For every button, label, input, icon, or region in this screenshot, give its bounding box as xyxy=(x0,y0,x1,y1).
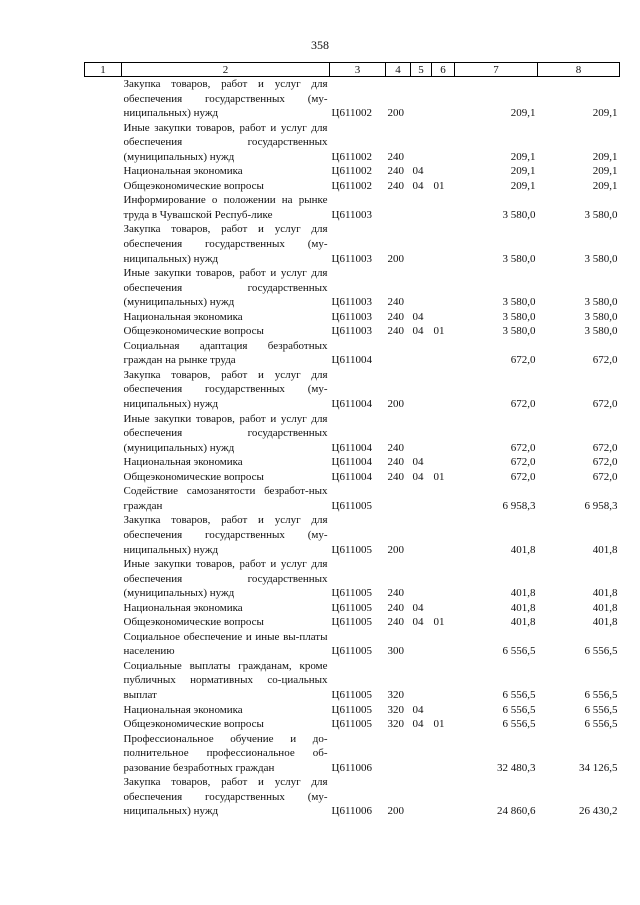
table-row xyxy=(85,557,620,601)
cell-blank xyxy=(85,310,122,325)
subsection-code xyxy=(432,77,455,121)
item-name: Общеэкономические вопросы xyxy=(123,325,264,338)
table-row xyxy=(85,703,620,718)
target-article-code: Ц611003 xyxy=(331,252,373,265)
amount-col-8: 34 126,5 xyxy=(579,761,618,774)
target-article-code: Ц611005 xyxy=(331,601,373,614)
header-cell: 4 xyxy=(386,63,411,77)
expense-type-code: 240 xyxy=(387,601,404,614)
table-row xyxy=(85,222,620,266)
item-name: Закупка товаров, работ и услуг для обеспечения государственных (му-ниципальных) нужд xyxy=(123,368,328,411)
subsection-code xyxy=(432,266,455,310)
amount-col-7: 672,0 xyxy=(510,456,536,469)
target-article-code: Ц611003 xyxy=(331,296,373,309)
target-article-code: Ц611005 xyxy=(331,499,373,512)
header-row xyxy=(85,63,620,77)
subsection-code xyxy=(432,484,455,513)
item-name: Информирование о положении на рынке труда в Чувашской Респуб-лике xyxy=(123,194,328,221)
item-name: Закупка товаров, работ и услуг для обеспечения государственных (му-ниципальных) нужд xyxy=(123,78,328,120)
target-article-code: Ц611002 xyxy=(331,179,373,192)
target-article-code: Ц611005 xyxy=(331,688,373,701)
page-number: 358 xyxy=(311,38,329,52)
expense-type-code: 240 xyxy=(387,310,404,323)
header-cell: 8 xyxy=(538,63,620,77)
amount-col-8: 401,8 xyxy=(592,601,618,614)
section-code: 04 xyxy=(412,325,424,338)
cell-blank xyxy=(85,339,122,368)
amount-col-7: 6 556,5 xyxy=(502,688,536,701)
amount-col-8: 672,0 xyxy=(592,441,618,454)
cell-blank xyxy=(85,368,122,412)
header-cell: 1 xyxy=(85,63,122,77)
target-article-code: Ц611005 xyxy=(331,587,373,600)
amount-col-8: 401,8 xyxy=(592,543,618,556)
section-code: 04 xyxy=(412,470,424,483)
cell-blank xyxy=(85,601,122,616)
amount-col-7: 3 580,0 xyxy=(502,296,536,309)
cell-blank xyxy=(85,557,122,601)
item-name: Национальная экономика xyxy=(123,310,243,323)
item-name: Национальная экономика xyxy=(123,601,243,614)
target-article-code: Ц611003 xyxy=(331,208,373,221)
amount-col-8: 6 556,5 xyxy=(584,688,618,701)
table-row xyxy=(85,601,620,616)
subsection-code xyxy=(432,513,455,557)
amount-col-8: 401,8 xyxy=(592,587,618,600)
header-cell: 5 xyxy=(411,63,432,77)
amount-col-8: 3 580,0 xyxy=(584,252,618,265)
section-code xyxy=(411,222,432,266)
item-name: Общеэкономические вопросы xyxy=(123,179,264,192)
section-code xyxy=(411,557,432,601)
amount-col-8: 209,1 xyxy=(592,150,618,163)
item-name: Иные закупки товаров, работ и услуг для обеспечения государственных (муниципальных) нужд xyxy=(123,267,328,309)
amount-col-7: 3 580,0 xyxy=(502,310,536,323)
cell-blank xyxy=(85,77,122,121)
cell-blank xyxy=(85,484,122,513)
cell-blank xyxy=(85,121,122,165)
subsection-code xyxy=(432,164,455,179)
target-article-code: Ц611003 xyxy=(331,310,373,323)
target-article-code: Ц611006 xyxy=(331,805,373,818)
amount-col-8: 6 556,5 xyxy=(584,703,618,716)
amount-col-8: 209,1 xyxy=(592,165,618,178)
subsection-code: 01 xyxy=(433,470,445,483)
subsection-code xyxy=(432,368,455,412)
subsection-code xyxy=(432,455,455,470)
item-name: Социальная адаптация безработных граждан на рынке труда xyxy=(123,339,328,367)
subsection-code: 01 xyxy=(433,179,445,192)
cell-blank xyxy=(85,615,122,630)
table-row xyxy=(85,179,620,194)
section-code: 04 xyxy=(412,718,424,731)
section-code xyxy=(411,121,432,165)
budget-table xyxy=(84,62,620,819)
amount-col-7: 672,0 xyxy=(510,470,536,483)
section-code xyxy=(411,77,432,121)
expense-type-code: 200 xyxy=(387,543,404,556)
amount-col-8: 6 958,3 xyxy=(584,499,618,512)
table-row xyxy=(85,310,620,325)
section-code xyxy=(411,368,432,412)
subsection-code xyxy=(432,659,455,703)
target-article-code: Ц611005 xyxy=(331,645,373,658)
expense-type-code: 240 xyxy=(387,470,404,483)
expense-type-code xyxy=(386,484,411,513)
section-code xyxy=(411,484,432,513)
subsection-code xyxy=(432,121,455,165)
subsection-code: 01 xyxy=(433,718,445,731)
section-code xyxy=(411,659,432,703)
section-code: 04 xyxy=(412,179,424,192)
item-name: Закупка товаров, работ и услуг для обеспечения государственных (му-ниципальных) нужд xyxy=(123,776,328,818)
item-name: Общеэкономические вопросы xyxy=(123,718,264,731)
expense-type-code: 240 xyxy=(387,179,404,192)
cell-blank xyxy=(85,630,122,659)
amount-col-7: 3 580,0 xyxy=(502,325,536,338)
subsection-code xyxy=(432,412,455,456)
table-row xyxy=(85,630,620,659)
cell-blank xyxy=(85,732,122,776)
table-row xyxy=(85,615,620,630)
item-name: Содействие самозанятости безработ-ных граждан xyxy=(123,485,328,512)
cell-blank xyxy=(85,513,122,557)
expense-type-code: 240 xyxy=(387,325,404,338)
cell-blank xyxy=(85,775,122,819)
amount-col-7: 6 556,5 xyxy=(502,718,536,731)
subsection-code xyxy=(432,732,455,776)
table-row xyxy=(85,339,620,368)
item-name: Национальная экономика xyxy=(123,456,243,469)
amount-col-8: 3 580,0 xyxy=(584,325,618,338)
section-code: 04 xyxy=(412,165,424,178)
amount-col-8: 3 580,0 xyxy=(584,208,618,221)
amount-col-7: 3 580,0 xyxy=(502,252,536,265)
table-row xyxy=(85,77,620,121)
amount-col-8: 401,8 xyxy=(592,616,618,629)
section-code xyxy=(411,339,432,368)
cell-blank xyxy=(85,455,122,470)
amount-col-8: 672,0 xyxy=(592,456,618,469)
amount-col-7: 209,1 xyxy=(510,165,536,178)
cell-blank xyxy=(85,266,122,310)
section-code: 04 xyxy=(412,456,424,469)
subsection-code xyxy=(432,703,455,718)
amount-col-8: 6 556,5 xyxy=(584,718,618,731)
expense-type-code: 320 xyxy=(387,718,404,731)
cell-blank xyxy=(85,703,122,718)
subsection-code xyxy=(432,630,455,659)
section-code xyxy=(411,732,432,776)
table-row xyxy=(85,266,620,310)
expense-type-code: 300 xyxy=(387,645,404,658)
item-name: Закупка товаров, работ и услуг для обеспечения государственных (му-ниципальных) нужд xyxy=(123,223,328,265)
table-row xyxy=(85,455,620,470)
amount-col-8: 209,1 xyxy=(592,107,618,120)
subsection-code: 01 xyxy=(433,616,445,629)
amount-col-7: 672,0 xyxy=(510,398,536,411)
amount-col-8: 26 430,2 xyxy=(579,805,618,818)
item-name: Иные закупки товаров, работ и услуг для обеспечения государственных (муниципальных) нужд xyxy=(123,121,328,163)
expense-type-code: 200 xyxy=(387,252,404,265)
item-name: Иные закупки товаров, работ и услуг для обеспечения государственных (муниципальных) нужд xyxy=(123,412,328,454)
amount-col-8: 6 556,5 xyxy=(584,645,618,658)
section-code: 04 xyxy=(412,601,424,614)
amount-col-8: 209,1 xyxy=(592,179,618,192)
amount-col-8: 672,0 xyxy=(592,354,618,367)
expense-type-code: 320 xyxy=(387,688,404,701)
item-name: Иные закупки товаров, работ и услуг для обеспечения государственных (муниципальных) нужд xyxy=(123,558,328,600)
header-cell: 6 xyxy=(432,63,455,77)
amount-col-7: 209,1 xyxy=(510,150,536,163)
item-name: Профессиональное обучение и до-полнительное профессиональное об-разование безработных граждан xyxy=(123,732,328,774)
amount-col-7: 209,1 xyxy=(510,179,536,192)
expense-type-code: 240 xyxy=(387,456,404,469)
expense-type-code: 320 xyxy=(387,703,404,716)
amount-col-8: 3 580,0 xyxy=(584,310,618,323)
expense-type-code: 200 xyxy=(387,107,404,120)
amount-col-8: 672,0 xyxy=(592,470,618,483)
target-article-code: Ц611004 xyxy=(331,441,373,454)
subsection-code xyxy=(432,775,455,819)
amount-col-7: 401,8 xyxy=(510,543,536,556)
amount-col-8: 3 580,0 xyxy=(584,296,618,309)
item-name: Закупка товаров, работ и услуг для обеспечения государственных (му-ниципальных) нужд xyxy=(123,514,328,556)
section-code xyxy=(411,513,432,557)
subsection-code xyxy=(432,310,455,325)
cell-blank xyxy=(85,659,122,703)
subsection-code xyxy=(432,339,455,368)
header-cell: 3 xyxy=(330,63,386,77)
section-code xyxy=(411,630,432,659)
amount-col-7: 24 860,6 xyxy=(497,805,536,818)
table-body xyxy=(85,77,620,819)
table-row xyxy=(85,368,620,412)
cell-blank xyxy=(85,470,122,485)
cell-blank xyxy=(85,164,122,179)
amount-col-7: 209,1 xyxy=(510,107,536,120)
table-row xyxy=(85,732,620,776)
target-article-code: Ц611005 xyxy=(331,703,373,716)
section-code: 04 xyxy=(412,310,424,323)
item-name: Социальное обеспечение и иные вы-платы населению xyxy=(123,630,328,658)
target-article-code: Ц611005 xyxy=(331,616,373,629)
amount-col-7: 401,8 xyxy=(510,587,536,600)
subsection-code: 01 xyxy=(433,325,445,338)
section-code xyxy=(411,266,432,310)
item-name: Общеэкономические вопросы xyxy=(123,616,264,629)
target-article-code: Ц611003 xyxy=(331,325,373,338)
section-code: 04 xyxy=(412,616,424,629)
amount-col-7: 6 958,3 xyxy=(502,499,536,512)
table-row xyxy=(85,121,620,165)
amount-col-7: 6 556,5 xyxy=(502,703,536,716)
target-article-code: Ц611002 xyxy=(331,165,373,178)
amount-col-7: 672,0 xyxy=(510,354,536,367)
target-article-code: Ц611005 xyxy=(331,543,373,556)
target-article-code: Ц611004 xyxy=(331,456,373,469)
section-code xyxy=(411,412,432,456)
amount-col-7: 401,8 xyxy=(510,601,536,614)
subsection-code xyxy=(432,557,455,601)
amount-col-7: 401,8 xyxy=(510,616,536,629)
expense-type-code: 240 xyxy=(387,441,404,454)
item-name: Общеэкономические вопросы xyxy=(123,470,264,483)
table-row xyxy=(85,775,620,819)
expense-type-code: 200 xyxy=(387,398,404,411)
target-article-code: Ц611002 xyxy=(331,150,373,163)
table-row xyxy=(85,412,620,456)
subsection-code xyxy=(432,222,455,266)
amount-col-7: 6 556,5 xyxy=(502,645,536,658)
table-row xyxy=(85,717,620,732)
item-name: Социальные выплаты гражданам, кроме публичных нормативных со-циальных выплат xyxy=(123,659,328,701)
expense-type-code: 240 xyxy=(387,165,404,178)
cell-blank xyxy=(85,193,122,222)
target-article-code: Ц611006 xyxy=(331,761,373,774)
amount-col-7: 32 480,3 xyxy=(497,761,536,774)
expense-type-code xyxy=(386,193,411,222)
expense-type-code: 240 xyxy=(387,616,404,629)
section-code xyxy=(411,193,432,222)
table-row xyxy=(85,659,620,703)
subsection-code xyxy=(432,193,455,222)
cell-blank xyxy=(85,324,122,339)
subsection-code xyxy=(432,601,455,616)
expense-type-code: 240 xyxy=(387,587,404,600)
cell-blank xyxy=(85,717,122,732)
table-row xyxy=(85,513,620,557)
section-code xyxy=(411,775,432,819)
cell-blank xyxy=(85,412,122,456)
header-cell: 7 xyxy=(455,63,538,77)
target-article-code: Ц611004 xyxy=(331,398,373,411)
item-name: Национальная экономика xyxy=(123,165,243,178)
section-code: 04 xyxy=(412,703,424,716)
expense-type-code xyxy=(386,732,411,776)
expense-type-code xyxy=(386,339,411,368)
header-cell: 2 xyxy=(122,63,330,77)
table-row xyxy=(85,324,620,339)
expense-type-code: 200 xyxy=(387,805,404,818)
expense-type-code: 240 xyxy=(387,150,404,163)
amount-col-7: 672,0 xyxy=(510,441,536,454)
table-row xyxy=(85,470,620,485)
target-article-code: Ц611004 xyxy=(331,354,373,367)
table-row xyxy=(85,484,620,513)
target-article-code: Ц611002 xyxy=(331,107,373,120)
item-name: Национальная экономика xyxy=(123,703,243,716)
table-row xyxy=(85,164,620,179)
table-row xyxy=(85,193,620,222)
target-article-code: Ц611004 xyxy=(331,470,373,483)
cell-blank xyxy=(85,179,122,194)
target-article-code: Ц611005 xyxy=(331,718,373,731)
cell-blank xyxy=(85,222,122,266)
amount-col-7: 3 580,0 xyxy=(502,208,536,221)
amount-col-8: 672,0 xyxy=(592,398,618,411)
expense-type-code: 240 xyxy=(387,296,404,309)
